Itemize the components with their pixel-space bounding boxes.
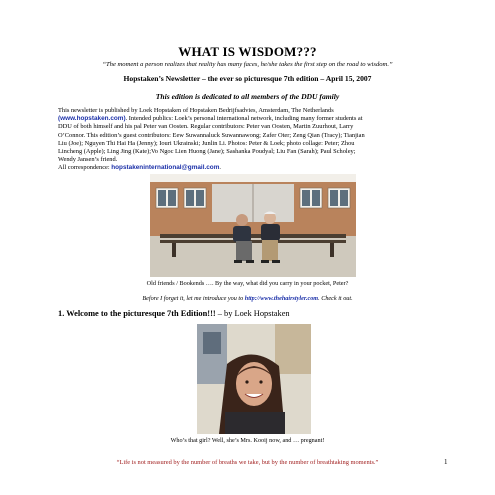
intro-line: Liu (Joe); Nguyen Thi Hai Ha (Jenny); Iouri Ukrainski; Junlin Li. Photos: Peter & Loek; photo collage: Peter; Zhou <box>58 139 355 147</box>
note-suffix: . Check it out. <box>318 295 353 302</box>
hairstyler-link[interactable]: http://www.thehairstyler.com <box>244 295 319 302</box>
correspondence-label: All correspondence: <box>58 164 112 172</box>
intro-line: DDU of both himself and his pal Peter van Oosten. Regular contributors: Peter van Oosten, Martin Zuurhout, Larry <box>58 123 354 131</box>
intro-text: . <box>219 164 222 172</box>
wisdom-quote: “The moment a person realizes that reality has many faces, he/she takes the first step on the road to wisdom.” <box>102 61 393 68</box>
girl-photo-image <box>197 324 311 434</box>
girl-photo-caption: Who’s that girl? Well, she’s Mrs. Kooij now, and … pregnant! <box>170 437 325 444</box>
intro-line: Wendy Jansen’s friend. <box>58 156 118 164</box>
intro-paragraph <box>58 107 448 173</box>
intro-line <box>58 164 448 172</box>
hairstyler-note <box>0 295 495 302</box>
girl-photo <box>197 324 311 434</box>
intro-line: This newsletter is published by Loek Hopstaken of Hopstaken Bedrijfsadvies, Amsterdam, The Netherlands <box>58 107 334 114</box>
page-number: 1 <box>444 458 448 466</box>
intro-line <box>58 115 448 123</box>
bench-photo-image <box>150 174 356 277</box>
intro-text: . Intended publics: Loek’s personal international network, including many former students at <box>125 115 363 123</box>
section-heading <box>58 309 290 318</box>
intro-line: O’Connor. This edition’s guest contributors: Eew Suwannaluck Suwannawong; Zafer Oter; Zeng Qian (Tracy); Tianjian <box>58 131 365 139</box>
note-prefix: Before I forget it, let me introduce you to <box>142 295 245 302</box>
photo-caption: Old friends / Bookends …. By the way, what did you carry in your pocket, Peter? <box>146 280 349 287</box>
section-byline: – by Loek Hopstaken <box>215 309 290 318</box>
footer-quote: “Life is not measured by the number of breaths we take, but by the number of breathtaking moments.” <box>116 459 379 466</box>
page-title: WHAT IS WISDOM??? <box>178 44 317 59</box>
bench-photo <box>150 174 356 277</box>
dedication-line: This edition is dedicated to all members of the DDU family <box>155 92 340 101</box>
website-link[interactable]: (www.hopstaken.com) <box>58 115 126 123</box>
email-link[interactable]: hopstakeninternational@gmail.com <box>111 164 220 172</box>
section-title: 1. Welcome to the picturesque 7th Edition!!! <box>58 309 216 318</box>
newsletter-heading: Hopstaken’s Newsletter – the ever so picturesque 7th edition – April 15, 2007 <box>123 74 372 83</box>
intro-line: Lincheng (Apple); Ling Jing (Kate);Vo Ngoc Lien Huong (Jane); Sashanka Poudyal; Liu Fan (Sarah); Paul Scholey; <box>58 148 356 156</box>
